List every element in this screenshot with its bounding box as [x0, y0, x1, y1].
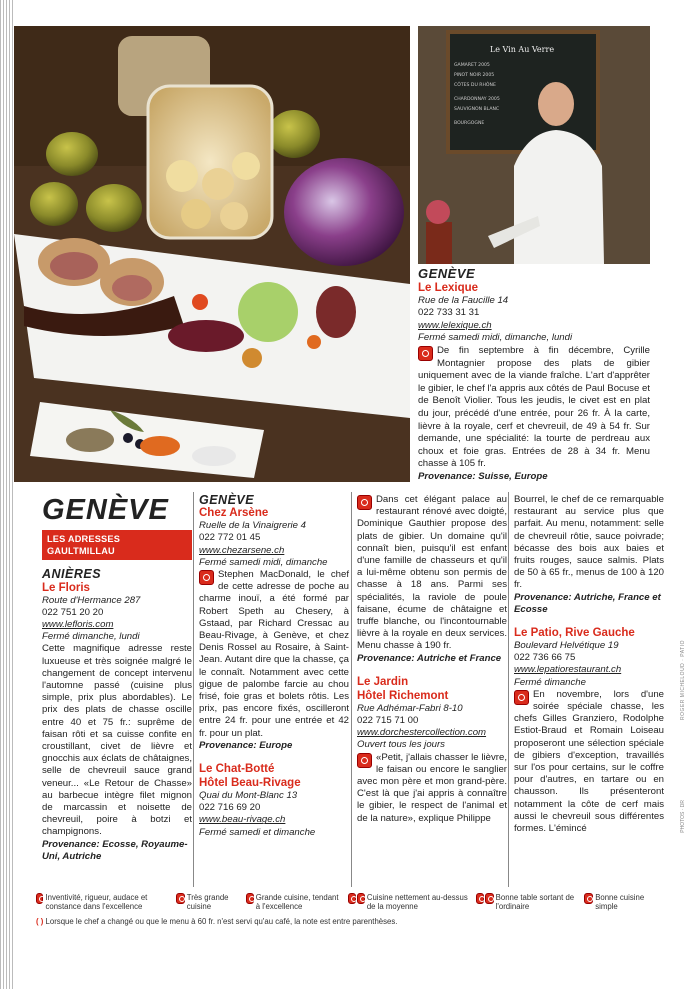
- restaurant-address: Boulevard Helvétique 19: [514, 640, 619, 652]
- rating-icon: [485, 893, 493, 904]
- rating-icon: [357, 753, 372, 768]
- restaurant-phone: 022 736 66 75: [514, 652, 576, 664]
- legend-label: Cuisine nettement au-dessus de la moyenne: [366, 893, 468, 911]
- restaurant-address: Ruelle de la Vinaigrerie 4: [199, 520, 307, 532]
- legend-item: [584, 893, 654, 911]
- restaurant-hours: Fermé dimanche, lundi: [42, 631, 140, 643]
- chef-photo-illustration: [418, 26, 650, 264]
- legend-note: [36, 917, 666, 926]
- restaurant-name: Le Patio, Rive Gauche: [514, 627, 635, 640]
- restaurant-url[interactable]: www.beau-rivage.ch: [199, 814, 286, 826]
- column-4: [514, 494, 664, 835]
- legend-item: [176, 893, 238, 911]
- restaurant-name: Le Lexique: [418, 281, 479, 294]
- legend-label: Bonne table sortant de l'ordinaire: [495, 893, 575, 911]
- restaurant-review-text: «Petit, j'allais chasser le lièvre, le faisan ou encore le sanglier avec mon père et mon grand-père. C'est là que j'ai appris à connaître le gibier, le respect de l'animal et de la nature», explique Philippe: [357, 751, 507, 824]
- rating-icon: [176, 893, 185, 904]
- restaurant-provenance: Provenance: Ecosse, Royaume-Uni, Autriche: [42, 838, 188, 862]
- legend-note-text: Lorsque le chef a changé ou que le menu à 60 fr. n'est servi qu'au café, la note est entre parenthèses.: [45, 917, 398, 926]
- rating-icon: [246, 893, 254, 904]
- rating-icon: [476, 893, 484, 904]
- city-heading: GENÈVE: [199, 493, 255, 507]
- rating-icon: [348, 893, 356, 904]
- restaurant-review-text: En novembre, lors d'une soirée spéciale chasse, les chefs Gilles Granziero, Rodolphe Estiot-Braud et Romain Loiseau proposeront une sélection spéciale de gibiers d'exception, travaillés sur l'os pour certains, sur le coffre pour d'autres, en tartare ou en chausson. Ils présenteront notamment la côte de cerf mais aussi le chevreuil sous différentes formes. L'émincé: [514, 688, 664, 835]
- paren-symbol: ( ): [36, 917, 44, 926]
- restaurant-review: [514, 689, 664, 835]
- restaurant-url[interactable]: www.chezarsene.ch: [199, 544, 285, 556]
- food-photo-illustration: [14, 26, 410, 482]
- restaurant-review-text: Stephen MacDonald, le chef de cette adresse de poche au charme inouï, a été formé par Robert Speth au Chesery, à Gstaad, par Richard Cressac au Beau-Rivage, à Genève, et chez Denis Rossel au Rosaire, à Saint-Jean. Autant dire que la chasse, ça le connaît. Notamment avec cette gigue de palombe farcie au chou frisé, foie gras et bolets rôtis. Les prix, pas encore fixés, oscilleront entre 24 fr. pour une entrée et 42 fr. pour un plat.: [199, 569, 349, 739]
- restaurant-url[interactable]: www.lelexique.ch: [418, 319, 492, 331]
- restaurant-provenance: Provenance: Autriche et France: [357, 652, 502, 664]
- photo-credit: ROGER MICHELOUD · PATIO: [680, 640, 686, 720]
- rating-icon: [357, 893, 365, 904]
- column-1: [42, 494, 192, 863]
- restaurant-review-continued: Bourrel, le chef de ce remarquable restaurant au service plus que parfait. Au menu, notamment: selle de chevreuil rôtie, sauce poivrade; bécasse des bois aux baies et fruits rouges, sauce salmis. Plats de 50 à 65 fr., menus de 100 à 120 fr.: [514, 494, 664, 591]
- column-2: [199, 494, 349, 839]
- rating-legend: [36, 893, 666, 926]
- restaurant-review: Cette magnifique adresse reste luxueuse et très soignée malgré le changement de concept intervenu l'automne passé (cuisine plus simple, prix plus abordables). Le prix des plats de chasse oscille entre 40 et 75 fr.: suprême de faisan rôti et sa cuisse confite en croustillant, civet de lièvre et gnocchis aux éclats de châtaignes, selle de chevreuil sauce grand veneur... «Le Retour de Chasse» au barbecue intègre filet mignon de marcassin et noisette de chevreuil, poire à botzi et champignons.: [42, 643, 192, 838]
- restaurant-review: [357, 494, 507, 653]
- restaurant-hours: Ouvert tous les jours: [357, 739, 445, 751]
- restaurant-phone: 022 733 31 31: [418, 307, 480, 319]
- restaurant-hours: Fermé dimanche: [514, 676, 586, 688]
- restaurant-name: Le Jardin: [357, 675, 409, 688]
- rating-icon: [418, 346, 433, 361]
- chalkboard-line: PINOT NOIR 2005: [454, 73, 495, 78]
- restaurant-review: [199, 569, 349, 740]
- legend-label: Grande cuisine, tendant à l'excellence: [255, 893, 339, 911]
- chalkboard-line: BOURGOGNE: [454, 121, 485, 126]
- restaurant-phone: 022 716 69 20: [199, 802, 261, 814]
- restaurant-address: Rue Adhémar-Fabri 8-10: [357, 702, 463, 714]
- column-divider: [193, 492, 194, 887]
- restaurant-address: Rue de la Faucille 14: [418, 294, 509, 306]
- restaurant-hours: Fermé samedi midi, dimanche, lundi: [418, 332, 573, 344]
- restaurant-hotel-name: Hôtel Beau-Rivage: [199, 777, 301, 790]
- restaurant-phone: 022 772 01 45: [199, 532, 261, 544]
- photo-credit: PHOTOS · DR: [680, 800, 686, 833]
- column-divider: [351, 492, 352, 887]
- restaurant-name: Le Floris: [42, 581, 90, 594]
- rating-icon: [199, 570, 214, 585]
- page-edge-stripes: [0, 0, 14, 989]
- restaurant-provenance: Provenance: Suisse, Europe: [418, 470, 548, 482]
- legend-item: [246, 893, 340, 911]
- restaurant-review-text: Dans cet élégant palace au restaurant rénové avec doigté, Dominique Gauthier propose des plats de gibier. Un domaine qu'il connaît bien, puisqu'il est enfant d'une famille de chasseurs et qu'il a lui-même obtenu son permis de chasse à 18 ans. Parmi ses spécialités, la raviole de poule faisane, écume de châtaigne et truffe blanche, ou l'incontournable lièvre à la royale en deux services. Menu chasse à 190 fr.: [357, 494, 507, 652]
- rating-icon: [584, 893, 593, 904]
- restaurant-url[interactable]: www.dorchestercollection.com: [357, 727, 487, 739]
- city-heading: ANIÈRES: [42, 567, 102, 582]
- restaurant-address: Route d'Hermance 287: [42, 594, 141, 606]
- restaurant-review-text: De fin septembre à fin décembre, Cyrille Montagnier propose des plats de gibier uniquement avec de la viande fraîche. L'art d'apprêter le gibier, le chef l'a appris aux côtés de Paul Bocuse et de Benoît Violier. Tous les jeudis, le civet est en plat du jour, précédé d'une entrée, pour 26 fr. À la carte, lièvre à la royale, cerf et chevreuil, de 49 à 54 fr. Sur demande, une spécialité: la tourte de perdreau aux choux et foie gras. Entrées de 28 à 34 fr. Menu chasse à 105 fr.: [418, 344, 650, 470]
- section-city-title: GENÈVE: [42, 494, 169, 526]
- city-heading: GENÈVE: [418, 266, 476, 281]
- chalkboard-line: SAUVIGNON BLANC: [454, 107, 500, 112]
- restaurant-hours: Fermé samedi et dimanche: [199, 826, 316, 838]
- section-banner: LES ADRESSES GAULTMILLAU: [42, 530, 192, 560]
- legend-label: Bonne cuisine simple: [595, 893, 645, 911]
- food-photo: [14, 26, 410, 482]
- restaurant-phone: 022 751 20 20: [42, 606, 104, 618]
- rating-icon: [36, 893, 43, 904]
- legend-item: [36, 893, 168, 911]
- legend-item: [476, 893, 576, 911]
- restaurant-name: Le Chat-Botté: [199, 763, 275, 776]
- chalkboard-line: GAMARET 2005: [454, 63, 490, 68]
- restaurant-hours: Fermé samedi midi, dimanche: [199, 556, 328, 568]
- legend-label: Très grande cuisine: [186, 893, 229, 911]
- restaurant-name: Chez Arsène: [199, 507, 269, 520]
- lexique-card: [418, 268, 650, 484]
- chalkboard-line: CÔTES DU RHÔNE: [454, 83, 496, 88]
- restaurant-address: Quai du Mont-Blanc 13: [199, 790, 298, 802]
- restaurant-url[interactable]: www.lepatiorestaurant.ch: [514, 664, 622, 676]
- chef-photo: [418, 26, 650, 264]
- restaurant-review: [418, 345, 650, 471]
- restaurant-url[interactable]: www.lefloris.com: [42, 619, 114, 631]
- restaurant-provenance: Provenance: Europe: [199, 739, 293, 751]
- restaurant-review: [357, 752, 507, 825]
- rating-icon: [514, 690, 529, 705]
- column-3: [357, 494, 507, 825]
- rating-icon: [357, 495, 372, 510]
- legend-label: Inventivité, rigueur, audace et constance dans l'excellence: [45, 893, 148, 911]
- column-divider: [508, 492, 509, 887]
- chalkboard-line: CHARDONNAY 2005: [454, 97, 500, 102]
- chalkboard-title: Le Vin Au Verre: [489, 45, 555, 54]
- restaurant-phone: 022 715 71 00: [357, 715, 419, 727]
- restaurant-hotel-name: Hôtel Richemont: [357, 689, 449, 702]
- restaurant-provenance: Provenance: Autriche, France et Ecosse: [514, 591, 661, 615]
- legend-item: [348, 893, 468, 911]
